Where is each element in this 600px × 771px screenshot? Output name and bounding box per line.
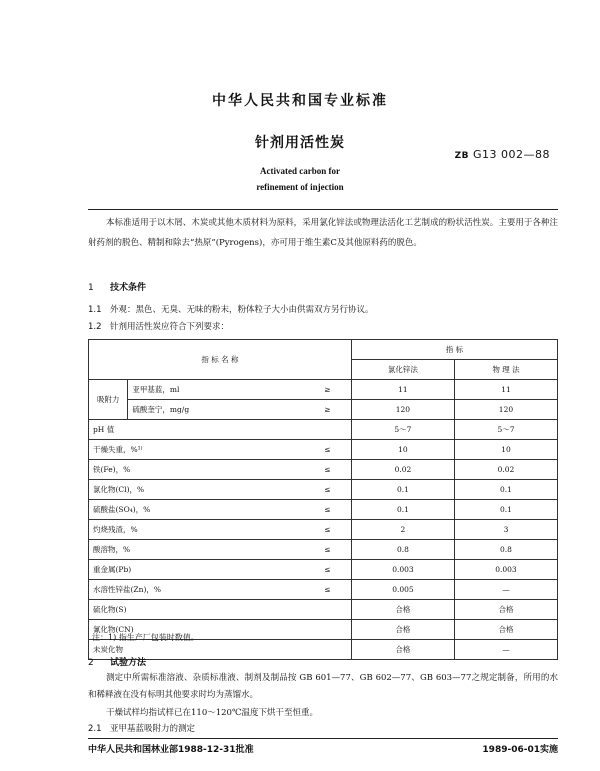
row-zinc-value: 120 [351, 400, 454, 420]
row-zinc-value: 合格 [351, 620, 454, 640]
row-name: 硫酸盐(SO₄)，% [89, 500, 304, 520]
row-symbol: ≥ [304, 400, 352, 420]
item-1-2-text: 针剂用活性炭应符合下列要求： [110, 322, 230, 332]
row-name: 酸溶物，% [89, 540, 304, 560]
header-indicator-group: 指 标 [351, 340, 557, 360]
header-zinc-chloride: 氯化锌法 [351, 360, 454, 380]
row-symbol: ≤ [304, 480, 352, 500]
row-name: 灼烧残渣，% [89, 520, 304, 540]
row-zinc-value: 合格 [351, 640, 454, 660]
english-title-line-1: Activated carbon for [260, 166, 340, 176]
section-1-heading [88, 280, 146, 293]
row-zinc-value: 0.02 [351, 460, 454, 480]
approval-line: 中华人民共和国林业部1988-12-31批准 [88, 745, 254, 755]
row-zinc-value: 0.003 [351, 560, 454, 580]
row-name: 水溶性锌盐(Zn)，% [89, 580, 304, 600]
spec-table [88, 339, 558, 660]
row-physical-value: 合格 [454, 620, 557, 640]
row-name: 氯化物(Cl)，% [89, 480, 304, 500]
table-row [89, 500, 558, 520]
row-symbol: ≤ [304, 560, 352, 580]
table-row [89, 460, 558, 480]
row-name: 重金属(Pb) [89, 560, 304, 580]
item-2-1-text: 亚甲基蓝吸附力的测定 [110, 724, 196, 734]
table-row [89, 600, 558, 620]
table-row [89, 540, 558, 560]
row-physical-value: 合格 [454, 600, 557, 620]
english-title [0, 163, 600, 195]
standard-code [455, 148, 550, 161]
row-physical-value: 0.1 [454, 500, 557, 520]
item-1-1-text: 外观：黑色、无臭、无味的粉末，粉体粒子大小由供需双方另行协议。 [110, 305, 374, 315]
section-2-title: 试验方法 [110, 658, 147, 668]
standard-code-prefix: ZB [454, 151, 469, 161]
row-physical-value: — [454, 640, 557, 660]
row-zinc-value: 2 [351, 520, 454, 540]
row-physical-value: — [454, 580, 557, 600]
standard-code-number: G13 002—88 [472, 148, 550, 161]
row-symbol: ≥ [304, 380, 352, 400]
table-row [89, 480, 558, 500]
row-physical-value: 5～7 [454, 420, 557, 440]
row-name: 氰化物(CN) [89, 620, 304, 640]
row-physical-value: 11 [454, 380, 557, 400]
implementation-date: 1989-06-01实施 [482, 745, 558, 755]
header-divider [88, 209, 558, 210]
row-symbol: ≤ [304, 460, 352, 480]
item-1-1-number: 1.1 [88, 305, 102, 315]
header-physical: 物 理 法 [454, 360, 557, 380]
item-1-2 [88, 320, 229, 332]
row-name: 硫酸奎宁，mg/g [128, 400, 304, 420]
row-zinc-value: 5～7 [351, 420, 454, 440]
row-physical-value: 10 [454, 440, 557, 460]
row-zinc-value: 0.1 [351, 480, 454, 500]
item-1-1 [88, 303, 374, 315]
row-zinc-value: 合格 [351, 600, 454, 620]
section-1-number: 1 [88, 283, 94, 293]
item-2-1 [88, 722, 195, 734]
table-row [89, 420, 558, 440]
row-zinc-value: 0.1 [351, 500, 454, 520]
table-footnote: 注：1) 指生产厂包装时数值。 [92, 633, 199, 642]
row-physical-value: 0.02 [454, 460, 557, 480]
row-symbol: ≤ [304, 520, 352, 540]
document-title: 针剂用活性炭 [255, 135, 345, 151]
row-symbol: ≤ [304, 500, 352, 520]
row-symbol: ≤ [304, 540, 352, 560]
intro-paragraph: 本标准适用于以木屑、木炭或其他木质材料为原料，采用氯化锌法或物理法活化工艺制成的粉状活性炭。主要用于各种注射药剂的脱色、精制和除去“热原”(Pyrogens)，亦可用于维生素C及其他原料药的脱色。 [88, 218, 558, 248]
adsorption-group-label: 吸附力 [89, 380, 128, 420]
row-physical-value: 0.003 [454, 560, 557, 580]
section-2-paragraph-1: 测定中所需标准溶液、杂质标准液、制剂及制品按 GB 601—77、GB 602—77、GB 603—77之规定制备，所用的水和稀释液在没有标明其他要求时均为蒸馏水。 [88, 673, 558, 700]
row-symbol: ≤ [304, 580, 352, 600]
row-physical-value: 3 [454, 520, 557, 540]
row-name: pH 值 [89, 420, 304, 440]
table-row [89, 400, 558, 420]
item-1-2-number: 1.2 [88, 322, 102, 332]
header-indicator-name: 指 标 名 称 [89, 340, 352, 380]
row-symbol: ≤ [304, 440, 352, 460]
row-zinc-value: 10 [351, 440, 454, 460]
row-zinc-value: 11 [351, 380, 454, 400]
section-2-paragraph-2: 干燥试样均指试样已在110～120℃温度下烘干至恒重。 [106, 708, 318, 718]
row-symbol [304, 640, 352, 660]
table-row [89, 580, 558, 600]
footer-divider [88, 738, 558, 739]
section-2-number: 2 [88, 658, 94, 668]
section-2-heading [88, 655, 146, 668]
standard-header: 中华人民共和国专业标准 [212, 93, 388, 109]
row-symbol [304, 420, 352, 440]
table-row [89, 520, 558, 540]
table-header-row [89, 340, 558, 360]
row-name: 铁(Fe)，% [89, 460, 304, 480]
row-name: 硫化物(S) [89, 600, 304, 620]
section-1-title: 技术条件 [110, 283, 147, 293]
row-zinc-value: 0.005 [351, 580, 454, 600]
row-symbol [304, 620, 352, 640]
row-name: 亚甲基蓝，ml [128, 380, 304, 400]
row-name: 干燥失重，%¹⁾ [89, 440, 304, 460]
row-zinc-value: 0.8 [351, 540, 454, 560]
row-physical-value: 0.8 [454, 540, 557, 560]
item-2-1-number: 2.1 [88, 724, 102, 734]
row-name: 未炭化物 [89, 640, 304, 660]
row-physical-value: 0.1 [454, 480, 557, 500]
table-row [89, 380, 558, 400]
table-row [89, 560, 558, 580]
row-symbol [304, 600, 352, 620]
english-title-line-2: refinement of injection [256, 182, 344, 192]
table-row [89, 440, 558, 460]
row-physical-value: 120 [454, 400, 557, 420]
